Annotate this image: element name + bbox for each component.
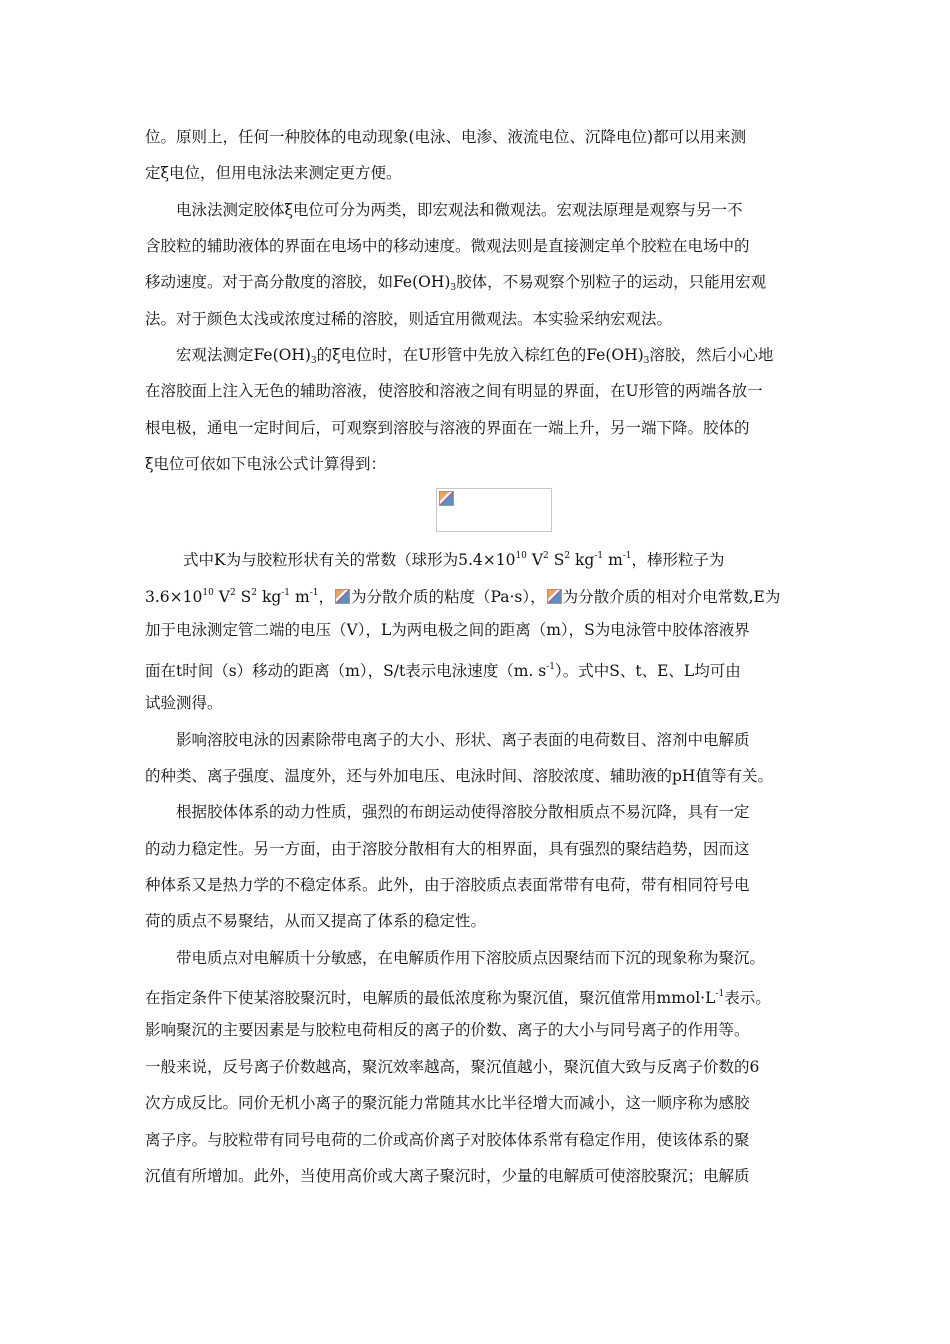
formula-image [436,488,552,532]
text-line: 试验测得。 [145,694,223,712]
text-line: 定ξ电位，但用电泳法来测定更方便。 [145,164,402,182]
text-line: 在指定条件下使某溶胶聚沉时，电解质的最低浓度称为聚沉值，聚沉值常用$mmol\cdot L^{-1}$表示。 [145,989,771,1007]
broken-image-icon [439,491,454,506]
text-line: ξ电位可依如下电泳公式计算得到： [145,455,387,473]
text-line: 沉值有所增加。此外，当使用高价或大离子聚沉时，少量的电解质可使溶胶聚沉；电解质 [145,1167,750,1185]
text-line: 带电质点对电解质十分敏感，在电解质作用下溶胶质点因聚结而下沉的现象称为聚沉。 [176,949,766,967]
text-line: 根据胶体体系的动力性质，强烈的布朗运动使得溶胶分散相质点不易沉降，具有一定 [176,803,750,821]
text-line: 离子序。与胶粒带有同号电荷的二价或高价离子对胶体体系常有稳定作用，使该体系的聚 [145,1131,750,1149]
text-line: 影响聚沉的主要因素是与胶粒电荷相反的离子的价数、离子的大小与同号离子的作用等。 [145,1021,750,1039]
text-line: 一般来说，反号离子价数越高，聚沉效率越高，聚沉值越小，聚沉值大致与反离子价数的6 [145,1058,760,1076]
text-line: 式中K为与胶粒形状有关的常数（球形为$5.4\times 10^{10}$ $V^2$ $S^2$ $kg^{-1}$ $m^{-1}$，棒形粒子为 [183,551,725,569]
text-line: 面在t时间（s）移动的距离（m），S/t表示电泳速度（m. $s^{-1}$）。式中S、t、E、L均可由 [145,662,741,680]
text-line: 在溶胶面上注入无色的辅助溶液，使溶胶和溶液之间有明显的界面，在U形管的两端各放一 [145,382,763,400]
text-line: 移动速度。对于高分散度的溶胶，如$Fe(OH)_3$胶体，不易观察个别粒子的运动，只能用宏观 [145,273,767,293]
text-line: 法。对于颜色太浅或浓度过稀的溶胶，则适宜用微观法。本实验采纳宏观法。 [145,310,673,328]
broken-image-icon [335,589,350,604]
text-line: 次方成反比。同价无机小离子的聚沉能力常随其水比半径增大而减小，这一顺序称为感胶 [145,1094,750,1112]
text-line: 含胶粒的辅助液体的界面在电场中的移动速度。微观法则是直接测定单个胶粒在电场中的 [145,237,750,255]
text-line: 的动力稳定性。另一方面，由于溶胶分散相有大的相界面，具有强烈的聚结趋势，因而这 [145,840,750,858]
text-line: 影响溶胶电泳的因素除带电离子的大小、形状、离子表面的电荷数目、溶剂中电解质 [176,731,750,749]
text-line: 根电极，通电一定时间后，可观察到溶胶与溶液的界面在一端上升，另一端下降。胶体的 [145,419,750,437]
text-line: 宏观法测定$Fe(OH)_3$的ξ电位时，在U形管中先放入棕红色的$Fe(OH)_3$溶胶，然后小心地 [176,346,774,366]
text-line: 加于电泳测定管二端的电压（V），L为两电极之间的距离（m），S为电泳管中胶体溶液界 [145,621,750,639]
text-line: 电泳法测定胶体ξ电位可分为两类，即宏观法和微观法。宏观法原理是观察与另一不 [176,201,743,219]
text-line: 位。原则上，任何一种胶体的电动现象(电泳、电渗、液流电位、沉降电位)都可以用来测 [145,128,747,146]
text-line: 的种类、离子强度、温度外，还与外加电压、电泳时间、溶胶浓度、辅助液的pH值等有关。 [145,767,773,785]
text-line: 种体系又是热力学的不稳定体系。此外，由于溶胶质点表面常带有电荷，带有相同符号电 [145,876,750,894]
text-line: 荷的质点不易聚结，从而又提高了体系的稳定性。 [145,912,487,930]
text-line: $3.6\times 10^{10}$ $V^2$ $S^2$ $kg^{-1}$ $m^{-1}$， 为分散介质的粘度（Pa·s）， 为分散介质的相对介电常数,E为 [145,588,781,606]
broken-image-icon [547,589,562,604]
